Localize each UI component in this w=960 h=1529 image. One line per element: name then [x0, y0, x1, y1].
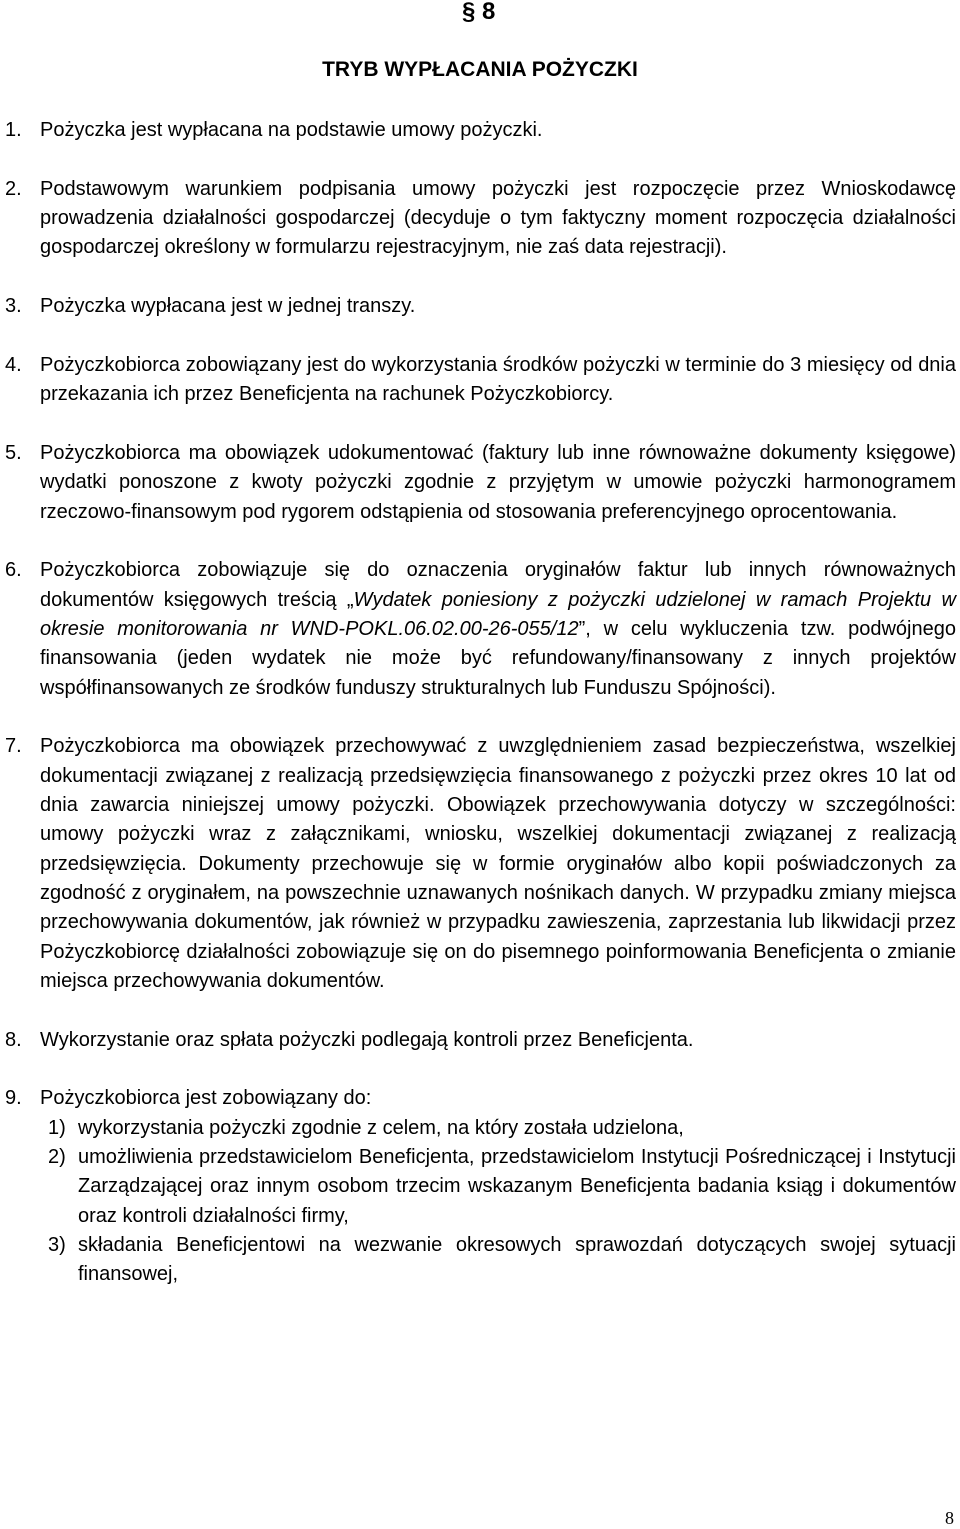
item-text: Podstawowym warunkiem podpisania umowy pożyczki jest rozpoczęcie przez Wnioskodawcę prowadzenia działalności gospodarczej (decyduje o tym faktyczny moment rozpoczęcia działalności gospodarczej określony w formularzu rejestracyjnym, nie zaś data rejestracji). — [40, 177, 956, 259]
list-item-6 — [0, 556, 960, 702]
sub-item-3 — [0, 1231, 960, 1290]
item-number: 1. — [5, 119, 22, 141]
item-text: Pożyczka jest wypłacana na podstawie umowy pożyczki. — [40, 119, 543, 141]
sub-item-text: składania Beneficjentowi na wezwanie okresowych sprawozdań dotyczących swojej sytuacji finansowej, — [78, 1233, 956, 1286]
list-item-3 — [0, 292, 960, 321]
sub-item-number: 3) — [48, 1233, 66, 1256]
document-title-text: TRYB WYPŁACANIA POŻYCZKI — [322, 58, 638, 81]
item-number: 2. — [5, 177, 22, 200]
item-text: Pożyczkobiorca ma obowiązek przechowywać z uwzględnieniem zasad bezpieczeństwa, wszelkiej dokumentacji związanej z realizacją przedsięwzięcia finansowanego z pożyczki przez okres 10 lat od dnia zawarcia niniejszej umowy pożyczki. Obowiązek przechowywania dotyczy w szczególności: umowy pożyczki wraz z załącznikami, wniosku, wszelkiej dokumentacji związanej z realizacją przedsięwzięcia. Dokumenty przechowuje się w formie oryginałów albo kopii poświadczonych za zgodność z oryginałem, na powszechnie uznawanych nośnikach danych. W przypadku zmiany miejsca przechowywania dokumentów, jak również w przypadku zawieszenia, zaprzestania lub likwidacji przez Pożyczkobiorcę działalności zobowiązuje się on do pisemnego poinformowania Beneficjenta o zmianie miejsca przechowywania dokumentów. — [40, 735, 956, 992]
list-item-4 — [0, 351, 960, 410]
item-number: 9. — [5, 1087, 22, 1110]
item-text: Pożyczkobiorca zobowiązany jest do wykorzystania środków pożyczki w terminie do 3 miesięcy od dnia przekazania ich przez Beneficjenta na rachunek Pożyczkobiorcy. — [40, 353, 956, 406]
section-mark: § 8 — [462, 0, 496, 25]
list-item-8 — [0, 1026, 960, 1055]
item-number: 3. — [5, 295, 22, 318]
list-item-1 — [0, 116, 960, 145]
sub-item-1 — [0, 1114, 960, 1143]
item-number: 6. — [5, 559, 22, 582]
list-item-2 — [0, 175, 960, 263]
item-text-italic: Wydatek poniesiony z pożyczki udzielonej w ramach Projektu w okresie monitorowania nr WND-POKL.06.02.00-26-055/12 — [40, 588, 956, 641]
sub-item-text: umożliwienia przedstawicielom Beneficjenta, przedstawicielom Instytucji Pośredniczącej i Instytucji Zarządzającej oraz innym osobom trzecim wskazanym Beneficjenta badania ksiąg i dokumentów oraz kontroli działalności firmy, — [78, 1146, 956, 1227]
item-number: 5. — [5, 442, 22, 465]
item-number: 4. — [5, 353, 22, 376]
item-text: Wykorzystanie oraz spłata pożyczki podlegają kontroli przez Beneficjenta. — [40, 1028, 694, 1051]
item-text-before: Pożyczkobiorca zobowiązuje się do oznaczenia oryginałów faktur lub innych równoważnych dokumentów księgowych treścią „ — [40, 559, 956, 611]
document-title — [0, 56, 960, 84]
document-body — [0, 116, 960, 1290]
item-number: 8. — [5, 1028, 22, 1051]
item-text: Pożyczkobiorca jest zobowiązany do: — [40, 1087, 372, 1110]
list-item-9 — [0, 1084, 960, 1113]
page-number: 8 — [945, 1508, 954, 1528]
item-text: Pożyczkobiorca ma obowiązek udokumentować (faktury lub inne równoważne dokumenty księgowe) wydatki ponoszone z kwoty pożyczki zgodnie z przyjętym w umowie pożyczki harmonogramem rzeczowo-finansowym pod rygorem odstąpienia od stosowania preferencyjnego oprocentowania. — [40, 442, 956, 523]
item-number: 7. — [5, 735, 22, 758]
sub-item-2 — [0, 1143, 960, 1231]
sub-item-text: wykorzystania pożyczki zgodnie z celem, na który została udzielona, — [78, 1116, 684, 1139]
sub-item-number: 2) — [48, 1146, 66, 1169]
list-item-7 — [0, 732, 960, 996]
item-text: Pożyczka wypłacana jest w jednej transzy. — [40, 295, 416, 318]
list-item-5 — [0, 439, 960, 527]
sub-item-number: 1) — [48, 1116, 66, 1139]
item-text-after: ”, w celu wykluczenia tzw. podwójnego finansowania (jeden wydatek nie może być refundowany/finansowany z innych projektów współfinansowanych ze środków funduszy strukturalnych lub Funduszu Spójności). — [40, 618, 956, 699]
